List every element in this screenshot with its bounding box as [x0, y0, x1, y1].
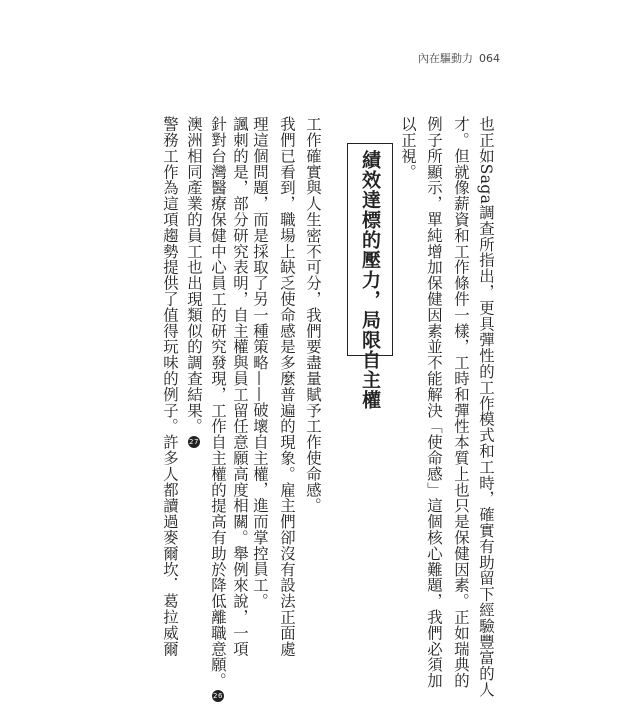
text-column: 工作確實與人生密不可分，我們要盡量賦予工作使命感。 [304, 116, 322, 514]
endnote-marker: 26 [213, 692, 223, 701]
text-column: 才。但就像薪資和工作條件一樣，工時和彈性本質上也只是保健因素。正如瑞典的 [452, 116, 470, 689]
running-head [418, 50, 500, 66]
text-column: 理這個問題，而是採取了另一種策略——破壞自主權，進而掌控員工。 [251, 116, 269, 609]
text-column: 以正視。 [399, 116, 417, 180]
chapter-title: 內在驅動力 [418, 52, 473, 65]
text-column [183, 116, 204, 450]
section-heading: 績效達標的壓力，局限自主權 [359, 150, 381, 410]
text-column: 例子所顯示，單純增加保健因素並不能解決「使命感」這個核心難題，我們必須加 [425, 116, 443, 689]
text-column: 也正如Saga調查所指出，更具彈性的工作模式和工時，確實有助留下經驗豐富的人 [477, 116, 495, 698]
endnote-marker: 27 [189, 438, 199, 446]
text-run: 針對台灣醫療保健中心員工的研究發現，工作自主權的提高有助於降低離職意願。 [209, 116, 227, 689]
text-column: 警務工作為這項趨勢提供了值得玩味的例子。許多人都讀過麥爾坎．葛拉威爾 [161, 116, 179, 657]
text-column: 諷刺的是，部分研究表明，自主權與員工留任意願高度相關。舉例來說，一項 [231, 116, 249, 657]
text-column [207, 116, 228, 704]
page-number: 064 [479, 52, 500, 65]
text-run: 澳洲相同產業的員工也出現類似的調查結果。 [185, 116, 203, 434]
text-column: 我們已看到，職場上缺乏使命感是多麼普遍的現象。雇主們卻沒有設法正面處 [278, 116, 296, 657]
